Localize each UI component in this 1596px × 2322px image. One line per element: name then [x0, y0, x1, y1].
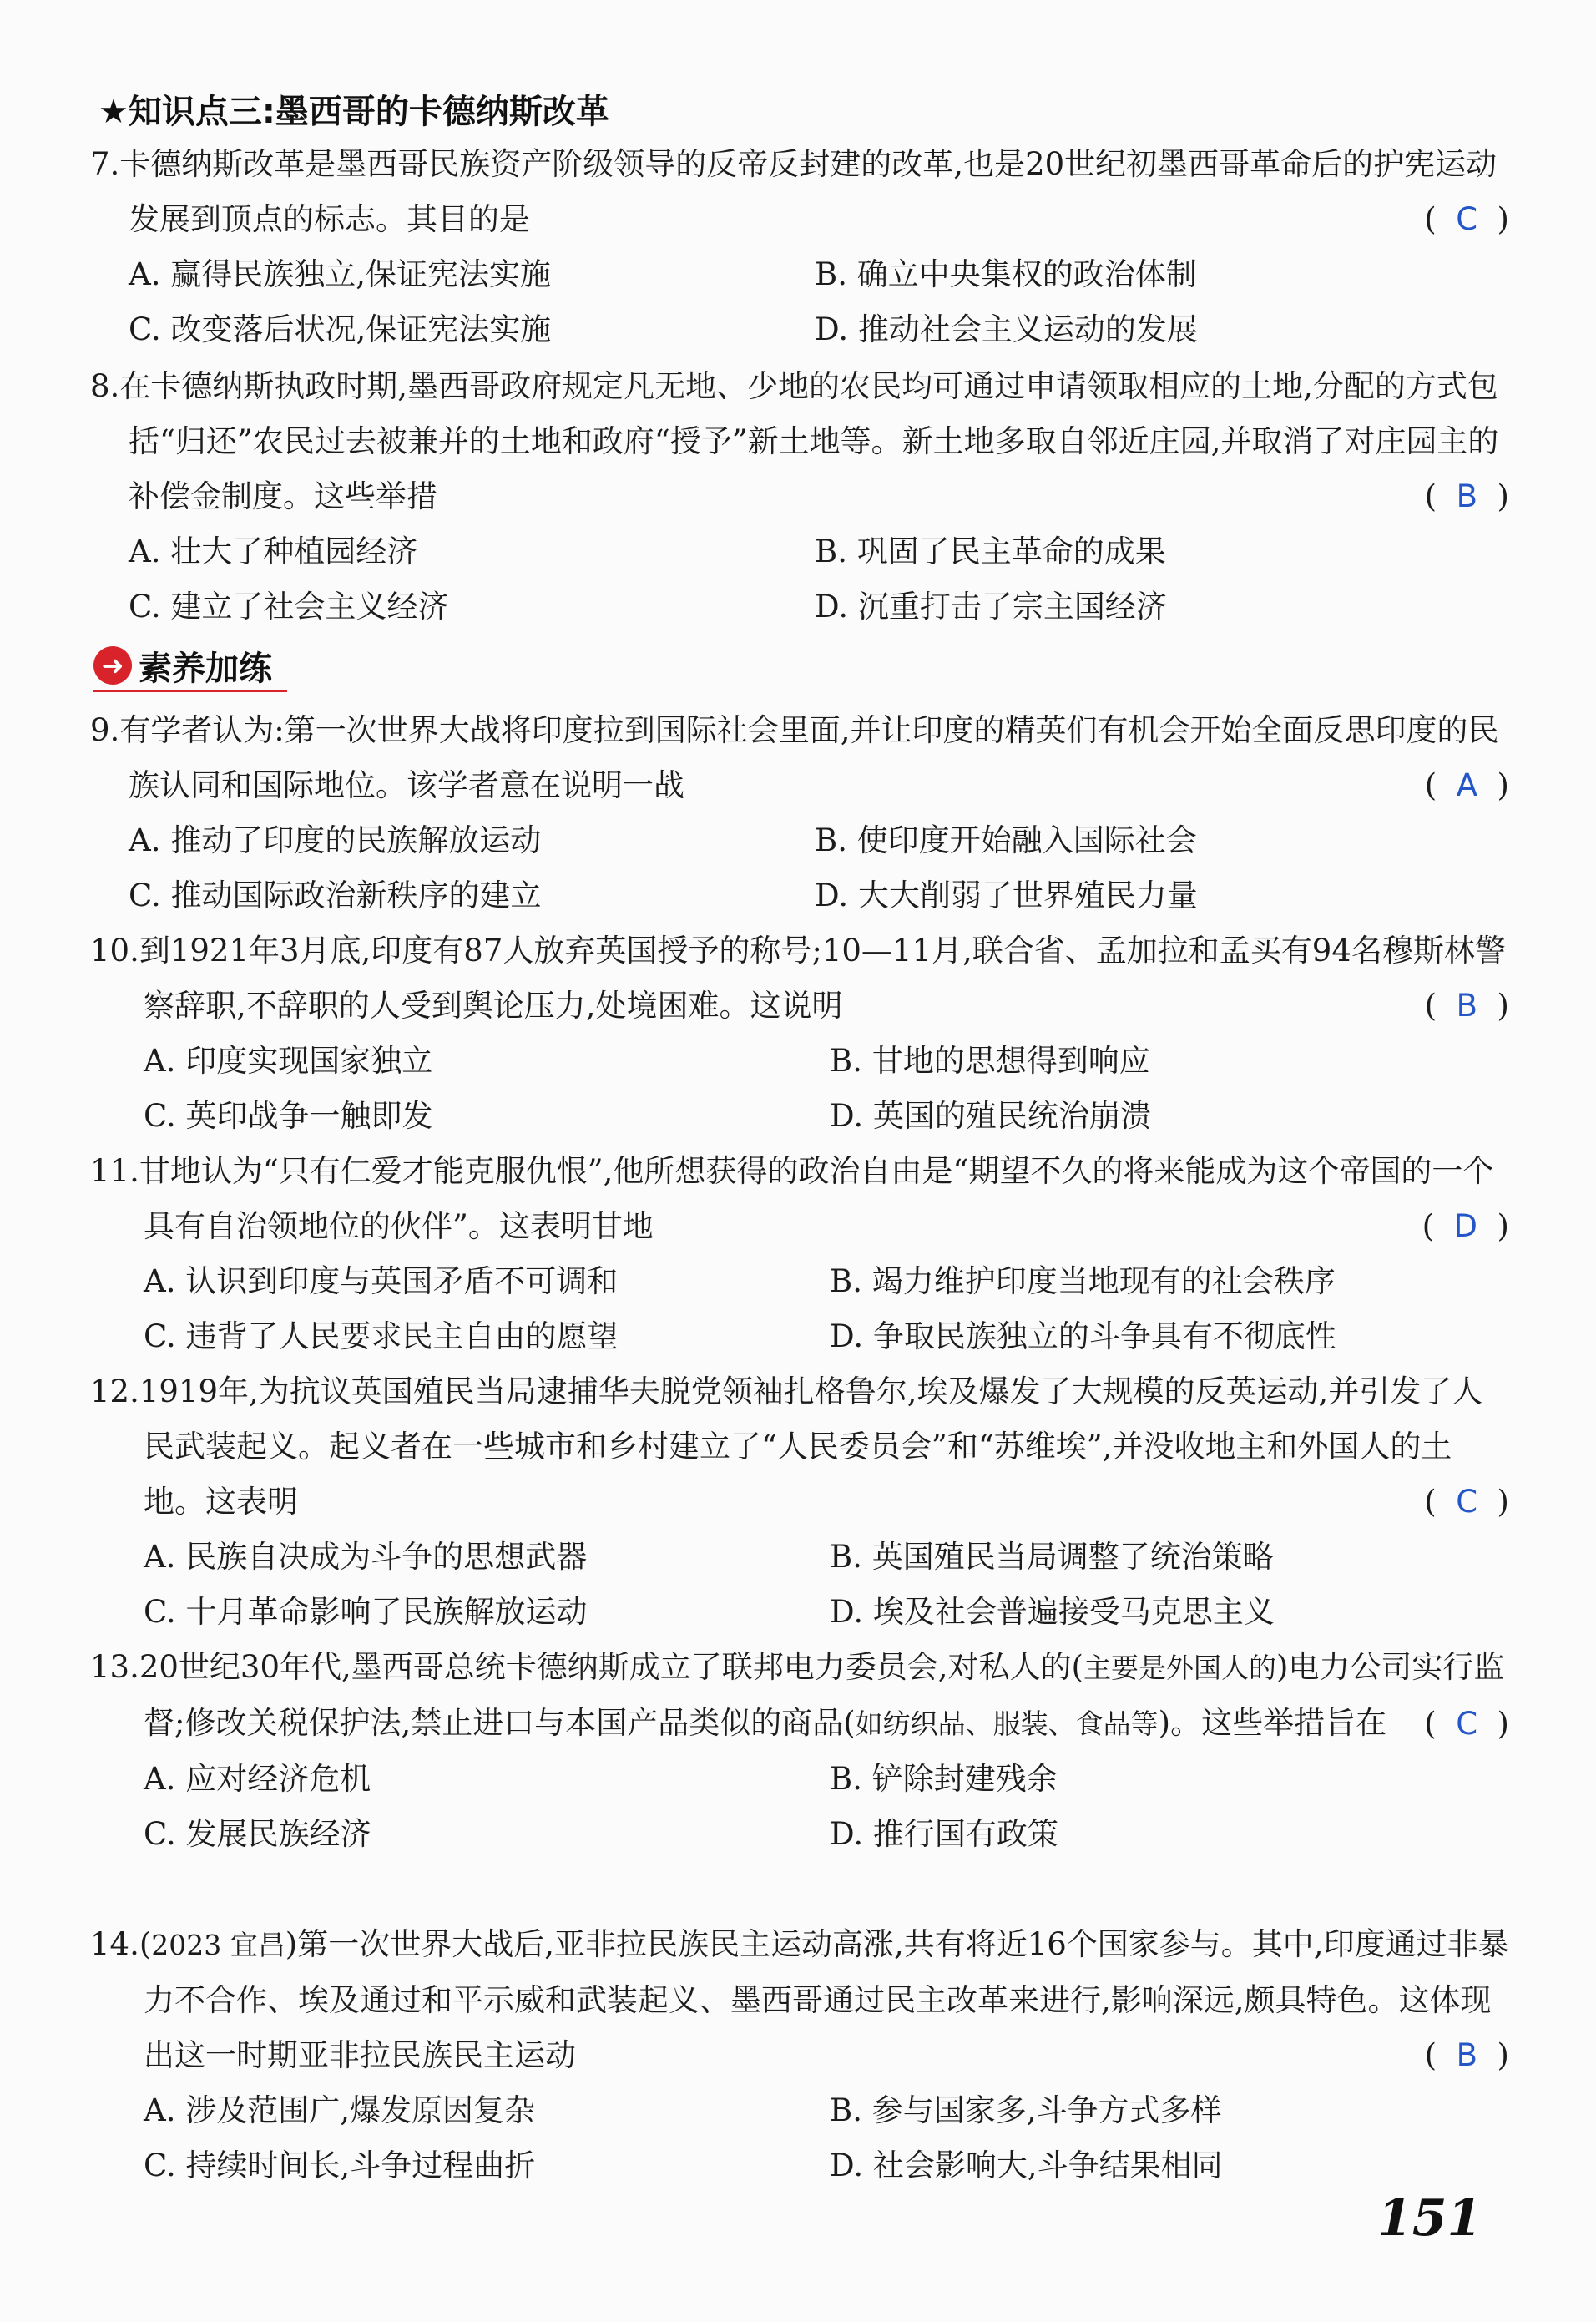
parenthetical-note: 主要是外国人的 — [1083, 1652, 1276, 1684]
option-a[interactable]: A. 民族自决成为斗争的思想武器 — [144, 1539, 588, 1575]
answer-bracket: ( C ) — [1424, 1484, 1509, 1520]
answer-bracket: ( C ) — [1424, 201, 1509, 237]
option-c[interactable]: C. 推动国际政治新秩序的建立 — [129, 878, 542, 913]
question-stem — [90, 1144, 1509, 1254]
option-c[interactable]: C. 持续时间长,斗争过程曲折 — [144, 2147, 536, 2183]
option-d[interactable]: D. 推行国有政策 — [830, 1816, 1058, 1852]
option-d[interactable]: D. 争取民族独立的斗争具有不彻底性 — [830, 1318, 1336, 1354]
option-c[interactable]: C. 十月革命影响了民族解放运动 — [144, 1594, 588, 1630]
question-11 — [90, 1144, 1509, 1364]
question-number: 7. — [90, 146, 120, 182]
option-d[interactable]: D. 大大削弱了世界殖民力量 — [815, 878, 1198, 913]
question-stem — [90, 1917, 1509, 2083]
section-title: ★知识点三:墨西哥的卡德纳斯改革 — [98, 93, 609, 131]
question-number: 8. — [90, 368, 120, 404]
question-text: )第一次世界大战后,亚非拉民族民主运动高涨,共有将近16个国家参与。其中,印度通过非暴力不合作、埃及通过和平示威和武装起义、墨西哥通过民主改革来进行,影响深远,颇具特色。这体现出这一时期亚非拉民族民主运动 — [144, 1926, 1509, 2073]
options — [90, 1034, 1509, 1144]
answer-bracket: ( A ) — [1424, 767, 1509, 803]
option-b[interactable]: B. 巩固了民主革命的成果 — [815, 534, 1166, 569]
option-d[interactable]: D. 沉重打击了宗主国经济 — [815, 589, 1167, 625]
question-stem — [90, 359, 1509, 524]
answer-bracket: ( B ) — [1424, 2037, 1509, 2073]
question-stem — [90, 1640, 1509, 1752]
option-b[interactable]: B. 英国殖民当局调整了统治策略 — [830, 1539, 1274, 1575]
answer-bracket: ( D ) — [1422, 1208, 1509, 1244]
option-c[interactable]: C. 改变落后状况,保证宪法实施 — [129, 311, 552, 347]
answer-letter: A — [1456, 767, 1478, 803]
option-c[interactable]: C. 违背了人民要求民主自由的愿望 — [144, 1318, 619, 1354]
page-number: 151 — [1377, 2189, 1482, 2248]
option-a[interactable]: A. 壮大了种植园经济 — [129, 534, 418, 569]
question-number: 12. — [90, 1373, 139, 1409]
question-13 — [90, 1640, 1509, 1862]
option-b[interactable]: B. 铲除封建残余 — [830, 1761, 1058, 1797]
option-b[interactable]: B. 使印度开始融入国际社会 — [815, 822, 1197, 858]
question-stem — [90, 137, 1509, 247]
question-14 — [90, 1917, 1509, 2193]
question-9 — [90, 703, 1509, 923]
question-number: 14. — [90, 1926, 139, 1962]
option-c[interactable]: C. 英印战争一触即发 — [144, 1098, 433, 1134]
option-b[interactable]: B. 确立中央集权的政治体制 — [815, 256, 1197, 292]
practice-banner — [93, 641, 287, 692]
options — [90, 813, 1509, 923]
question-stem — [90, 923, 1509, 1034]
question-text: ( — [139, 1926, 152, 1962]
question-number: 9. — [90, 712, 120, 748]
option-d[interactable]: D. 英国的殖民统治崩溃 — [830, 1098, 1151, 1134]
question-text: 有学者认为:第一次世界大战将印度拉到国际社会里面,并让印度的精英们有机会开始全面反思印度的民族认同和国际地位。该学者意在说明一战 — [119, 712, 1499, 803]
right-arrow-icon: ➜ — [93, 646, 132, 685]
question-text: )。这些举措旨在 — [1158, 1705, 1387, 1741]
question-text: 卡德纳斯改革是墨西哥民族资产阶级领导的反帝反封建的改革,也是20世纪初墨西哥革命后的护宪运动发展到顶点的标志。其目的是 — [119, 146, 1498, 237]
option-a[interactable]: A. 应对经济危机 — [144, 1761, 371, 1797]
banner-label: 素养加练 — [139, 649, 272, 688]
option-d[interactable]: D. 社会影响大,斗争结果相同 — [830, 2147, 1223, 2183]
question-12 — [90, 1364, 1509, 1640]
option-b[interactable]: B. 参与国家多,斗争方式多样 — [830, 2092, 1222, 2128]
answer-letter: C — [1456, 1706, 1478, 1742]
answer-bracket: ( B ) — [1424, 478, 1509, 514]
options — [90, 1254, 1509, 1364]
question-number: 13. — [90, 1649, 139, 1685]
answer-letter: B — [1456, 478, 1478, 514]
option-c[interactable]: C. 建立了社会主义经济 — [129, 589, 449, 625]
option-b[interactable]: B. 竭力维护印度当地现有的社会秩序 — [830, 1263, 1336, 1299]
option-a[interactable]: A. 涉及范围广,爆发原因复杂 — [144, 2092, 536, 2128]
option-c[interactable]: C. 发展民族经济 — [144, 1816, 371, 1852]
option-b[interactable]: B. 甘地的思想得到响应 — [830, 1043, 1150, 1079]
question-10 — [90, 923, 1509, 1144]
answer-letter: C — [1456, 1484, 1478, 1520]
answer-bracket: ( B ) — [1424, 988, 1509, 1024]
question-text: )电力公司实行监督;修改关税保护法,禁止进口与本国产品类似的商品( — [144, 1649, 1505, 1741]
question-text: 1919年,为抗议英国殖民当局逮捕华夫脱党领袖扎格鲁尔,埃及爆发了大规模的反英运动,并引发了人民武装起义。起义者在一些城市和乡村建立了“人民委员会”和“苏维埃”,并没收地主和外国人的土地。这表明 — [139, 1373, 1483, 1520]
question-number: 11. — [90, 1153, 139, 1189]
option-a[interactable]: A. 推动了印度的民族解放运动 — [129, 822, 542, 858]
option-d[interactable]: D. 推动社会主义运动的发展 — [815, 311, 1198, 347]
parenthetical-note: 如纺织品、服装、食品等 — [855, 1707, 1159, 1740]
question-stem — [90, 1364, 1509, 1530]
answer-letter: D — [1453, 1208, 1478, 1244]
source-note: 2023 宜昌 — [151, 1929, 285, 1961]
answer-bracket: ( C ) — [1424, 1706, 1509, 1742]
question-text: 20世纪30年代,墨西哥总统卡德纳斯成立了联邦电力委员会,对私人的( — [139, 1649, 1083, 1685]
options — [90, 524, 1509, 635]
options — [90, 1752, 1509, 1862]
option-a[interactable]: A. 认识到印度与英国矛盾不可调和 — [144, 1263, 619, 1299]
answer-letter: C — [1456, 201, 1478, 237]
question-7 — [90, 137, 1509, 357]
options — [90, 247, 1509, 357]
question-text: 到1921年3月底,印度有87人放弃英国授予的称号;10—11月,联合省、孟加拉和孟买有94名穆斯林警察辞职,不辞职的人受到舆论压力,处境困难。这说明 — [139, 933, 1506, 1024]
option-a[interactable]: A. 赢得民族独立,保证宪法实施 — [129, 256, 552, 292]
answer-letter: B — [1456, 2037, 1478, 2073]
question-text: 甘地认为“只有仁爱才能克服仇恨”,他所想获得的政治自由是“期望不久的将来能成为这个帝国的一个具有自治领地位的伙伴”。这表明甘地 — [139, 1153, 1494, 1244]
options — [90, 1530, 1509, 1640]
answer-letter: B — [1456, 988, 1478, 1024]
option-a[interactable]: A. 印度实现国家独立 — [144, 1043, 433, 1079]
options — [90, 2083, 1509, 2193]
question-stem — [90, 703, 1509, 813]
option-d[interactable]: D. 埃及社会普遍接受马克思主义 — [830, 1594, 1275, 1630]
question-text: 在卡德纳斯执政时期,墨西哥政府规定凡无地、少地的农民均可通过申请领取相应的土地,分配的方式包括“归还”农民过去被兼并的土地和政府“授予”新土地等。新土地多取自邻近庄园,并取消了对庄园主的补偿金制度。这些举措 — [119, 368, 1499, 514]
question-8 — [90, 359, 1509, 635]
question-number: 10. — [90, 933, 139, 969]
